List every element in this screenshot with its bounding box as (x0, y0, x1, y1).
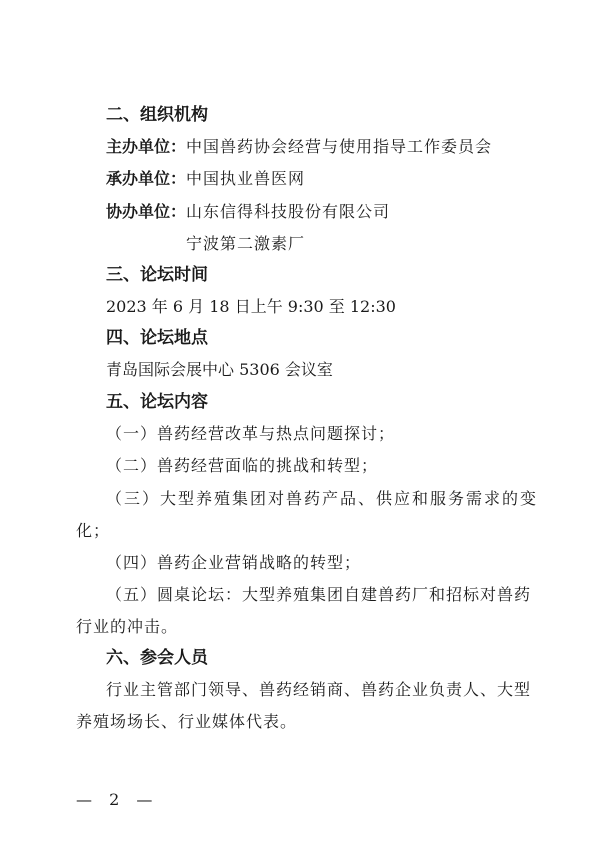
content-item-3-line-2: 化； (76, 521, 111, 540)
content-item-2: （二）兽药经营面临的挑战和转型； (106, 456, 379, 475)
place-value: 青岛国际会展中心 5306 会议室 (106, 360, 333, 379)
host-value: 中国兽药协会经营与使用指导工作委员会 (186, 137, 493, 156)
co-organizer-value-2: 宁波第二激素厂 (186, 234, 306, 253)
heading-organization: 二、组织机构 (106, 105, 208, 125)
heading-place: 四、论坛地点 (106, 328, 208, 348)
organizer-row (106, 167, 305, 191)
organizer-label: 承办单位： (106, 169, 187, 188)
co-organizer-value-1: 山东信得科技股份有限公司 (186, 202, 391, 221)
co-organizer-label: 协办单位： (106, 202, 187, 221)
attendees-line-1: 行业主管部门领导、兽药经销商、兽药企业负责人、大型 (106, 680, 532, 699)
page-number: — 2 — (76, 790, 159, 809)
content-item-5-line-2: 行业的冲击。 (76, 617, 179, 636)
attendees-line-2: 养殖场场长、行业媒体代表。 (76, 712, 298, 731)
content-item-4: （四）兽药企业营销战略的转型； (106, 553, 362, 572)
heading-time: 三、论坛时间 (106, 265, 208, 285)
co-organizer-row (106, 200, 390, 224)
host-label: 主办单位： (106, 137, 187, 156)
host-row (106, 135, 492, 159)
organizer-value: 中国执业兽医网 (186, 169, 306, 188)
heading-attendees: 六、参会人员 (106, 648, 208, 668)
heading-content: 五、论坛内容 (106, 392, 208, 412)
content-item-5-line-1: （五）圆桌论坛：大型养殖集团自建兽药厂和招标对兽药 (106, 585, 532, 604)
content-item-1: （一）兽药经营改革与热点问题探讨； (106, 424, 396, 443)
content-item-3-line-1: （三）大型养殖集团对兽药产品、供应和服务需求的变 (106, 489, 539, 508)
time-value: 2023 年 6 月 18 日上午 9:30 至 12:30 (106, 297, 396, 316)
